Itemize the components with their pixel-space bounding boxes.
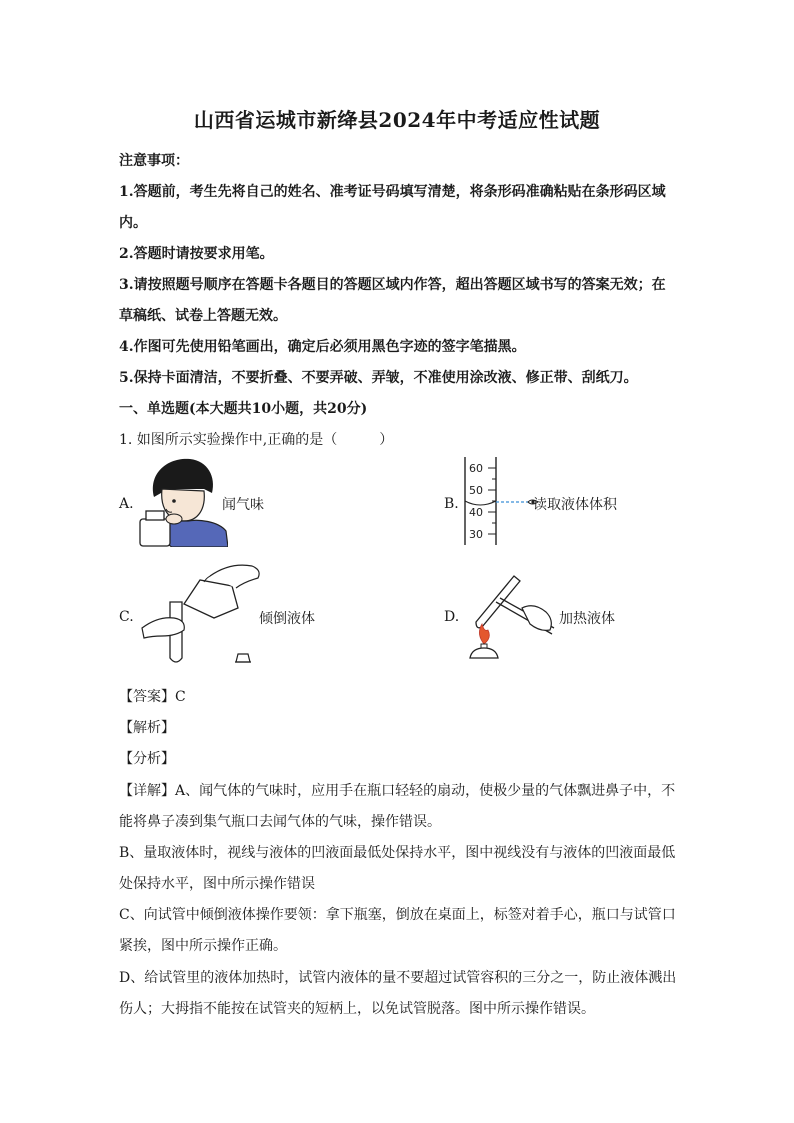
notice-item-1-cont: 内。 [119,215,147,231]
detail-line-8: 伤人；大拇指不能按在试管夹的短柄上，以免试管脱落。图中所示操作错误。 [119,1001,595,1017]
detail-line-1: 【详解】A、闻气体的气味时，应用手在瓶口轻轻的扇动，使极少量的气体飘进鼻子中，不 [119,783,676,799]
smell-gas-figure [138,455,228,547]
page-title: 山西省运城市新绛县2024年中考适应性试题 [193,108,601,132]
question-stem: 1. 如图所示实验操作中,正确的是（ ） [119,432,394,448]
option-a-letter: A. [119,496,134,512]
notice-item-3-cont: 草稿纸、试卷上答题无效。 [119,308,287,324]
heat-liquid-figure [462,572,560,660]
cylinder-tick-50: 50 [469,484,483,497]
option-c-letter: C. [119,609,134,625]
detail-line-2: 能将鼻子凑到集气瓶口去闻气体的气味，操作错误。 [119,814,441,830]
notice-heading: 注意事项： [119,153,189,169]
notice-item-1: 1.答题前，考生先将自己的姓名、准考证号码填写清楚，将条形码准确粘贴在条形码区域 [119,184,666,200]
detail-line-6: 紧挨，图中所示操作正确。 [119,938,287,954]
detail-line-5: C、向试管中倾倒液体操作要领：拿下瓶塞，倒放在桌面上，标签对着手心，瓶口与试管口 [119,907,676,923]
option-b-letter: B. [444,496,459,512]
detail-line-3: B、量取液体时，视线与液体的凹液面最低处保持水平，图中视线没有与液体的凹液面最低 [119,845,676,861]
notice-item-5: 5.保持卡面清洁，不要折叠、不要弄破、弄皱，不准使用涂改液、修正带、刮纸刀。 [119,370,638,386]
detail-line-7: D、给试管里的液体加热时，试管内液体的量不要超过试管容积的三分之一，防止液体溅出 [119,970,677,986]
analysis-heading: 【解析】 [119,720,175,736]
notice-item-3: 3.请按照题号顺序在答题卡各题目的答题区域内作答，超出答题区域书写的答案无效；在 [119,277,666,293]
option-c-label: 倾倒液体 [259,611,315,627]
graduated-cylinder-figure [460,455,540,547]
fenxi-heading: 【分析】 [119,751,175,767]
option-b-label: 读取液体体积 [533,497,617,513]
option-a-label: 闻气味 [222,497,264,513]
cylinder-tick-30: 30 [469,528,483,541]
section-heading: 一、单选题(本大题共10小题，共20分) [119,401,368,417]
answer-line: 【答案】C [119,689,186,705]
option-d-label: 加热液体 [559,611,615,627]
cylinder-tick-40: 40 [469,506,483,519]
notice-item-4: 4.作图可先使用铅笔画出，确定后必须用黑色字迹的签字笔描黑。 [119,339,526,355]
option-d-letter: D. [444,609,460,625]
detail-line-4: 处保持水平，图中所示操作错误 [119,876,315,892]
pour-liquid-figure [140,558,264,670]
notice-item-2: 2.答题时请按要求用笔。 [119,246,274,262]
cylinder-tick-60: 60 [469,462,483,475]
